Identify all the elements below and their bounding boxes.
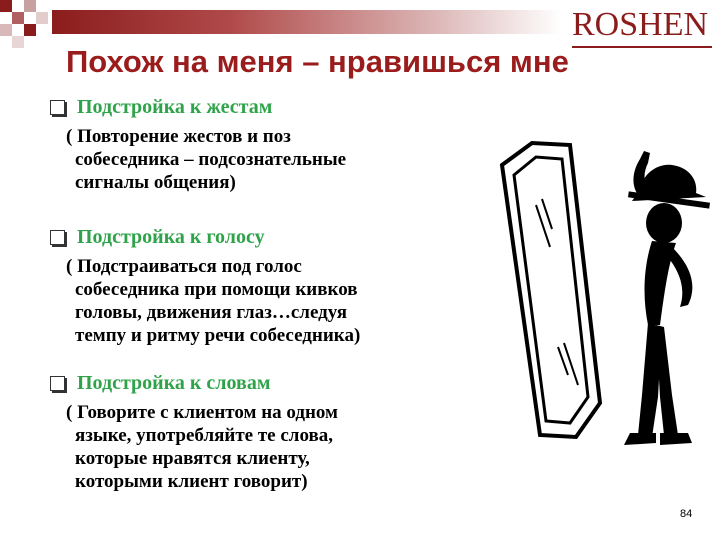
checkbox-bullet-icon — [50, 100, 65, 115]
section-heading-text: Подстройка к словам — [77, 372, 271, 394]
section-heading-text: Подстройка к жестам — [77, 96, 273, 118]
body-line: языке, употребляйте те слова, — [75, 425, 333, 446]
section-heading — [50, 226, 360, 249]
section-heading — [50, 372, 338, 395]
body-line: сигналы общения) — [75, 172, 236, 193]
section-heading-text: Подстройка к голосу — [77, 226, 265, 248]
body-line: собеседника при помощи кивков — [75, 279, 358, 300]
section-words — [50, 372, 338, 493]
mirror-icon — [502, 143, 600, 437]
corner-checker-decoration — [0, 0, 60, 50]
checkbox-bullet-icon — [50, 230, 65, 245]
body-line: которые нравятся клиенту, — [75, 448, 310, 469]
section-body — [50, 401, 338, 493]
slide-title: Похож на меня – нравишься мне — [66, 44, 569, 79]
checkbox-bullet-icon — [50, 376, 65, 391]
body-line: ( Говорите с клиентом на одном — [66, 402, 339, 423]
body-line: собеседника – подсознательные — [75, 149, 347, 170]
body-line: ( Повторение жестов и поз — [66, 126, 291, 147]
body-line: ( Подстраиваться под голос — [66, 256, 302, 277]
section-heading — [50, 96, 346, 119]
header-gradient-bar — [52, 10, 562, 34]
page-number: 84 — [680, 508, 693, 520]
section-body — [50, 125, 346, 194]
section-gestures — [50, 96, 346, 194]
section-body — [50, 255, 360, 347]
silhouette-man-icon — [624, 151, 710, 445]
roshen-logo: ROSHEN — [572, 6, 709, 43]
man-at-mirror-illustration — [492, 135, 717, 475]
body-line: темпу и ритму речи собеседника) — [75, 325, 361, 346]
body-line: которыми клиент говорит) — [75, 471, 308, 492]
body-line: головы, движения глаз…следуя — [75, 302, 348, 323]
logo-underline — [572, 46, 712, 48]
section-voice — [50, 226, 360, 347]
